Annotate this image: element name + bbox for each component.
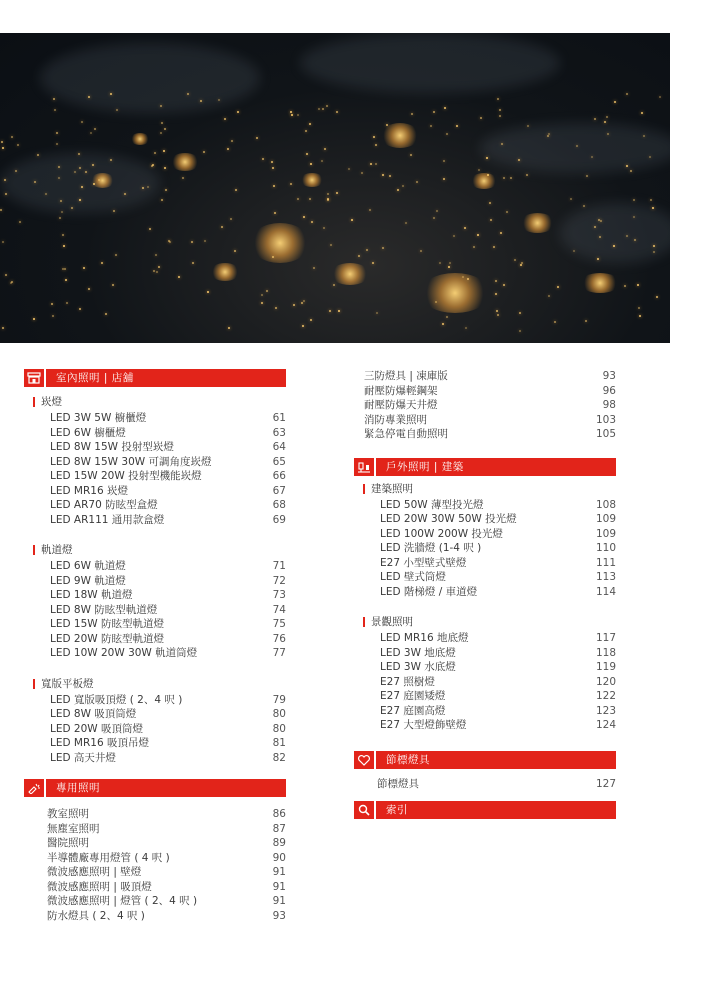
toc-entry-label: LED 8W 15W 30W 可調角度崁燈 — [50, 455, 212, 468]
toc-entry-page: 63 — [272, 426, 286, 439]
toc-entry[interactable] — [354, 585, 616, 600]
toc-entry-label: 微波感應照明 | 燈管 ( 2、4 呎 ) — [47, 895, 198, 907]
group-title: 景觀照明 — [363, 615, 616, 629]
toc-entry[interactable] — [354, 527, 616, 542]
toc-entry-label: LED 3W 水底燈 — [380, 661, 456, 673]
hero-night-earth-image — [0, 33, 670, 343]
toc-entry[interactable] — [354, 570, 616, 585]
toc-entry-label: LED MR16 地底燈 — [380, 632, 469, 644]
toc-group-panel-lights — [24, 677, 286, 766]
toc-entry-page: 110 — [595, 542, 616, 554]
toc-entry-page: 127 — [595, 777, 616, 790]
toc-entry-label: LED AR111 通用款盒燈 — [50, 513, 165, 526]
toc-entry-label: LED 9W 軌道燈 — [50, 574, 126, 587]
toc-entry-page: 105 — [595, 428, 616, 440]
toc-entry[interactable] — [24, 617, 286, 632]
toc-entry-page: 109 — [595, 527, 616, 540]
toc-entry-label: 微波感應照明 | 吸頂燈 — [47, 880, 152, 893]
toc-entry[interactable] — [24, 411, 286, 426]
toc-entry-page: 93 — [272, 909, 286, 922]
toc-entry[interactable] — [24, 880, 286, 895]
toc-entry[interactable] — [24, 851, 286, 866]
toc-entry[interactable] — [354, 675, 616, 690]
toc-group-festival — [354, 777, 616, 792]
toc-entry[interactable] — [24, 894, 286, 909]
toc-entry[interactable] — [24, 574, 286, 589]
toc-entry-page: 119 — [595, 661, 616, 673]
toc-left-column — [24, 369, 286, 923]
section-header-outdoor[interactable] — [354, 458, 616, 476]
toc-entry[interactable] — [24, 736, 286, 751]
toc-entry-label: LED 18W 軌道燈 — [50, 589, 133, 601]
toc-entry-label: LED 壁式筒燈 — [380, 571, 446, 583]
toc-entry-page: 122 — [595, 690, 616, 702]
toc-entry-page: 65 — [272, 455, 286, 468]
toc-entry-label: 無塵室照明 — [47, 822, 100, 835]
toc-entry-page: 114 — [595, 585, 616, 598]
toc-entry[interactable] — [24, 498, 286, 513]
toc-entry-page: 98 — [602, 399, 616, 411]
toc-entry[interactable] — [24, 822, 286, 837]
toc-group-architectural — [354, 482, 616, 600]
toc-entry-label: LED 6W 軌道燈 — [50, 560, 126, 572]
toc-entry[interactable] — [354, 541, 616, 556]
toc-entry-label: 耐壓防爆輕鋼架 — [364, 384, 438, 397]
toc-entry-label: 防水燈具 ( 2、4 呎 ) — [47, 909, 145, 922]
toc-entry[interactable] — [24, 646, 286, 661]
section-header-indoor[interactable] — [24, 369, 286, 387]
group-title: 軌道燈 — [33, 543, 286, 557]
toc-entry[interactable] — [354, 512, 616, 527]
toc-entry[interactable] — [354, 398, 616, 413]
group-title: 寬版平板燈 — [33, 677, 286, 691]
toc-entry-label: LED 6W 櫥櫃燈 — [50, 426, 126, 439]
toc-entry-label: 微波感應照明 | 壁燈 — [47, 866, 142, 878]
toc-entry-page: 111 — [595, 556, 616, 569]
toc-entry-page: 64 — [272, 441, 286, 453]
toc-entry[interactable] — [354, 718, 616, 733]
group-title: 建築照明 — [363, 482, 616, 496]
toc-entry[interactable] — [24, 469, 286, 484]
toc-entry-label: LED 100W 200W 投光燈 — [380, 527, 503, 540]
section-header-festival[interactable] — [354, 751, 616, 769]
toc-entry[interactable] — [24, 440, 286, 455]
toc-entry-page: 91 — [272, 880, 286, 893]
storefront-icon — [24, 369, 44, 387]
toc-entry-label: E27 照樹燈 — [380, 675, 435, 688]
toc-entry-label: 醫院照明 — [47, 837, 89, 849]
toc-group-continued — [354, 369, 616, 442]
toc-entry-label: 消防專業照明 — [364, 413, 427, 426]
toc-group-landscape — [354, 615, 616, 733]
toc-entry-label: LED 3W 5W 櫥櫃燈 — [50, 412, 147, 424]
toc-entry-page: 75 — [272, 618, 286, 630]
group-title: 崁燈 — [33, 395, 286, 409]
toc-entry-page: 80 — [272, 708, 286, 720]
section-header-index[interactable] — [354, 801, 616, 819]
toc-entry-page: 90 — [272, 851, 286, 864]
toc-entry-label: LED 50W 薄型投光燈 — [380, 498, 484, 511]
flashlight-icon — [24, 779, 44, 797]
section-title-festival: 節標燈具 — [376, 751, 616, 769]
toc-entry-page: 66 — [272, 470, 286, 482]
toc-entry-label: LED 15W 防眩型軌道燈 — [50, 618, 164, 630]
toc-entry-label: 節標燈具 — [377, 777, 419, 790]
toc-entry[interactable] — [354, 427, 616, 442]
toc-entry-page: 118 — [595, 646, 616, 659]
toc-entry[interactable] — [24, 484, 286, 499]
section-title-indoor: 室內照明 | 店舖 — [46, 369, 286, 387]
toc-entry-label: LED MR16 吸頂吊燈 — [50, 737, 149, 749]
toc-entry-label: LED 8W 吸頂筒燈 — [50, 708, 137, 720]
toc-entry-page: 86 — [272, 808, 286, 820]
toc-entry-page: 89 — [272, 837, 286, 849]
toc-entry-page: 76 — [272, 632, 286, 645]
toc-entry[interactable] — [354, 556, 616, 571]
toc-group-track-lights — [24, 543, 286, 661]
toc-entry[interactable] — [24, 426, 286, 441]
toc-entry-label: LED 20W 吸頂筒燈 — [50, 722, 143, 735]
toc-entry-label: LED 20W 30W 50W 投光燈 — [380, 513, 517, 525]
toc-entry-label: E27 大型燈飾壁燈 — [380, 719, 467, 731]
toc-entry[interactable] — [24, 603, 286, 618]
toc-entry-page: 123 — [595, 704, 616, 717]
toc-entry[interactable] — [24, 807, 286, 822]
toc-entry-page: 96 — [602, 384, 616, 397]
toc-entry-label: LED 高天井燈 — [50, 751, 116, 764]
toc-right-column — [354, 369, 616, 827]
toc-entry-page: 79 — [272, 693, 286, 706]
toc-entry-label: LED 3W 地底燈 — [380, 646, 456, 659]
toc-entry-label: LED 8W 15W 投射型崁燈 — [50, 441, 174, 453]
toc-entry[interactable] — [354, 777, 616, 792]
section-title-outdoor: 戶外照明 | 建築 — [376, 458, 616, 476]
toc-entry-label: LED 10W 20W 30W 軌道筒燈 — [50, 647, 198, 659]
toc-entry-page: 82 — [272, 751, 286, 764]
toc-entry[interactable] — [354, 704, 616, 719]
toc-entry-label: 耐壓防爆天井燈 — [364, 399, 438, 411]
search-icon — [354, 801, 374, 819]
toc-entry-page: 113 — [595, 571, 616, 583]
heart-lights-icon — [354, 751, 374, 769]
toc-entry[interactable] — [24, 632, 286, 647]
toc-entry-label: LED MR16 崁燈 — [50, 484, 128, 497]
toc-entry-page: 91 — [272, 866, 286, 878]
toc-entry-label: LED 8W 防眩型軌道燈 — [50, 603, 158, 616]
toc-entry-page: 73 — [272, 589, 286, 601]
toc-entry-label: LED 寬版吸頂燈 ( 2、4 呎 ) — [50, 693, 183, 706]
toc-entry-page: 81 — [272, 737, 286, 749]
toc-entry-label: E27 庭園矮燈 — [380, 690, 446, 702]
toc-entry[interactable] — [24, 722, 286, 737]
toc-entry-page: 124 — [595, 719, 616, 731]
toc-entry-label: LED 15W 20W 投射型機能崁燈 — [50, 470, 202, 482]
toc-entry-page: 108 — [595, 498, 616, 511]
toc-entry[interactable] — [24, 513, 286, 528]
toc-entry-label: LED 20W 防眩型軌道燈 — [50, 632, 164, 645]
toc-entry[interactable] — [24, 865, 286, 880]
toc-entry-label: 教室照明 — [47, 808, 89, 820]
toc-entry-label: LED AR70 防眩型盒燈 — [50, 499, 158, 511]
toc-entry[interactable] — [354, 631, 616, 646]
toc-entry[interactable] — [24, 693, 286, 708]
toc-entry[interactable] — [354, 498, 616, 513]
toc-entry-page: 68 — [272, 499, 286, 511]
toc-entry-label: 半導體廠專用燈管 ( 4 呎 ) — [47, 851, 170, 864]
toc-entry-label: LED 階梯燈 / 車道燈 — [380, 585, 478, 598]
toc-entry[interactable] — [354, 689, 616, 704]
toc-entry-page: 80 — [272, 722, 286, 735]
toc-entry-label: E27 庭園高燈 — [380, 704, 446, 717]
toc-entry[interactable] — [24, 836, 286, 851]
toc-entry-page: 117 — [595, 632, 616, 644]
toc-entry-page: 77 — [272, 647, 286, 659]
toc-entry[interactable] — [354, 369, 616, 384]
toc-entry-page: 67 — [272, 484, 286, 497]
toc-entry[interactable] — [24, 751, 286, 766]
toc-entry-label: 三防燈具 | 凍庫版 — [364, 370, 448, 382]
toc-entry[interactable] — [354, 413, 616, 428]
toc-entry-page: 120 — [595, 675, 616, 688]
toc-entry[interactable] — [24, 707, 286, 722]
toc-entry-label: E27 小型壁式壁燈 — [380, 556, 467, 569]
toc-entry-page: 109 — [595, 513, 616, 525]
section-title-special: 專用照明 — [46, 779, 286, 797]
toc-entry-page: 103 — [595, 413, 616, 426]
toc-entry[interactable] — [354, 660, 616, 675]
toc-entry-page: 93 — [602, 370, 616, 382]
toc-entry[interactable] — [354, 384, 616, 399]
toc-group-special — [24, 807, 286, 923]
toc-entry[interactable] — [24, 455, 286, 470]
section-title-index: 索引 — [376, 801, 616, 819]
toc-entry[interactable] — [354, 646, 616, 661]
toc-entry-page: 69 — [272, 513, 286, 526]
toc-entry[interactable] — [24, 909, 286, 924]
toc-entry[interactable] — [24, 588, 286, 603]
toc-entry-page: 61 — [272, 412, 286, 424]
toc-entry-label: LED 洗牆燈 (1-4 呎 ) — [380, 542, 482, 554]
section-header-special[interactable] — [24, 779, 286, 797]
toc-entry-page: 71 — [272, 560, 286, 572]
toc-group-downlights — [24, 395, 286, 527]
toc-entry-page: 72 — [272, 574, 286, 587]
outdoor-lamp-icon — [354, 458, 374, 476]
toc-entry[interactable] — [24, 559, 286, 574]
toc-entry-page: 74 — [272, 603, 286, 616]
toc-entry-page: 91 — [272, 895, 286, 907]
toc-entry-label: 緊急停電自動照明 — [364, 428, 448, 440]
toc-entry-page: 87 — [272, 822, 286, 835]
